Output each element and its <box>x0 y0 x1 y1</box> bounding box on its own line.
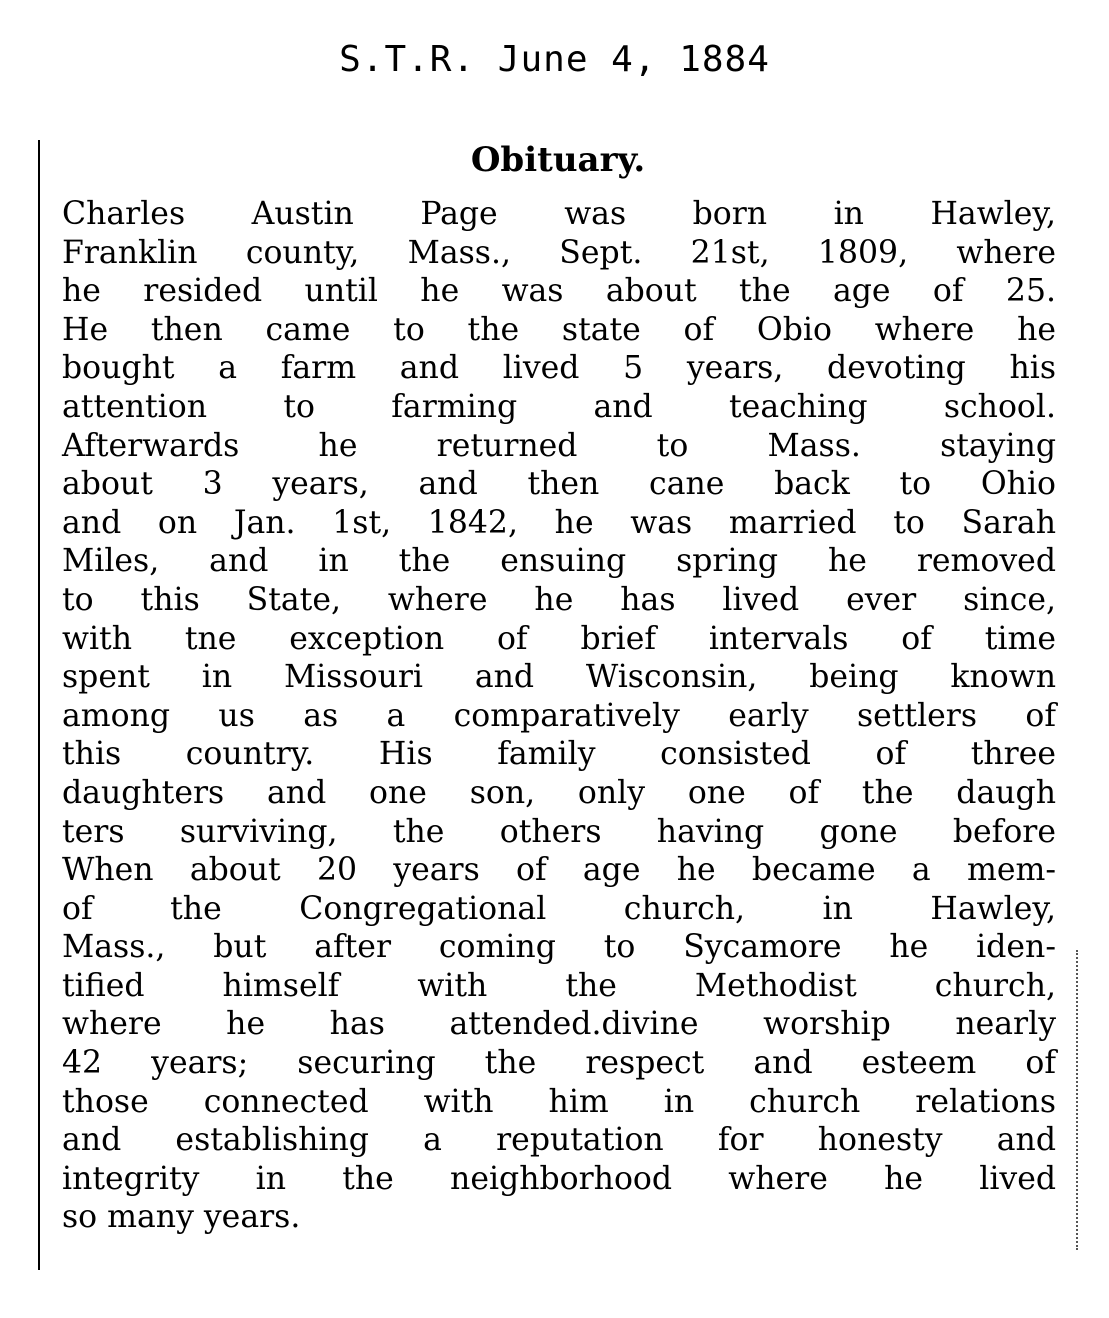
body-line: tified himself with the Methodist church, <box>62 967 1056 1004</box>
newspaper-clipping <box>38 130 1078 1275</box>
body-line: attention to farming and teaching school. <box>62 388 1056 425</box>
body-line: to this State, where he has lived ever since, <box>62 581 1056 618</box>
body-line: and on Jan. 1st, 1842, he was married to Sarah <box>62 504 1056 541</box>
body-line: Charles Austin Page was born in Hawley, <box>62 196 1056 232</box>
date-header: S.T.R. June 4, 1884 <box>339 39 770 80</box>
article-title: Obituary. <box>470 140 646 180</box>
body-line: so many years. <box>62 1199 301 1236</box>
body-line: Afterwards he returned to Mass. staying <box>62 427 1056 464</box>
body-line: he resided until he was about the age of 25. <box>62 273 1056 310</box>
body-line: of the Congregational church, in Hawley, <box>62 890 1056 927</box>
body-line: and establishing a reputation for honesty and <box>62 1122 1056 1159</box>
body-line: 42 years; securing the respect and esteem of <box>62 1045 1056 1082</box>
body-line: those connected with him in church relations <box>62 1083 1056 1120</box>
body-line: about 3 years, and then cane back to Ohio <box>62 466 1056 503</box>
body-line: bought a farm and lived 5 years, devoting his <box>62 350 1056 387</box>
column-rule-left <box>38 140 40 1270</box>
body-line: daughters and one son, only one of the daugh <box>62 774 1056 811</box>
body-line: Mass., but after coming to Sycamore he iden- <box>62 929 1056 966</box>
body-line: this country. His family consisted of three <box>62 736 1056 773</box>
body-line: Franklin county, Mass., Sept. 21st, 1809, where <box>62 234 1056 271</box>
body-line: Miles, and in the ensuing spring he removed <box>62 543 1056 580</box>
body-line: When about 20 years of age he became a mem- <box>62 852 1056 889</box>
column-rule-right <box>1076 950 1078 1250</box>
article-body <box>62 195 1056 1237</box>
body-line: spent in Missouri and Wisconsin, being known <box>62 659 1056 696</box>
body-line: integrity in the neighborhood where he lived <box>62 1160 1056 1197</box>
body-line: where he has attended.divine worship nearly <box>62 1006 1056 1043</box>
body-line: with tne exception of brief intervals of time <box>62 620 1056 657</box>
body-line: among us as a comparatively early settlers of <box>62 697 1056 734</box>
body-line: He then came to the state of Obio where he <box>62 311 1056 348</box>
body-line: ters surviving, the others having gone before <box>62 813 1056 850</box>
